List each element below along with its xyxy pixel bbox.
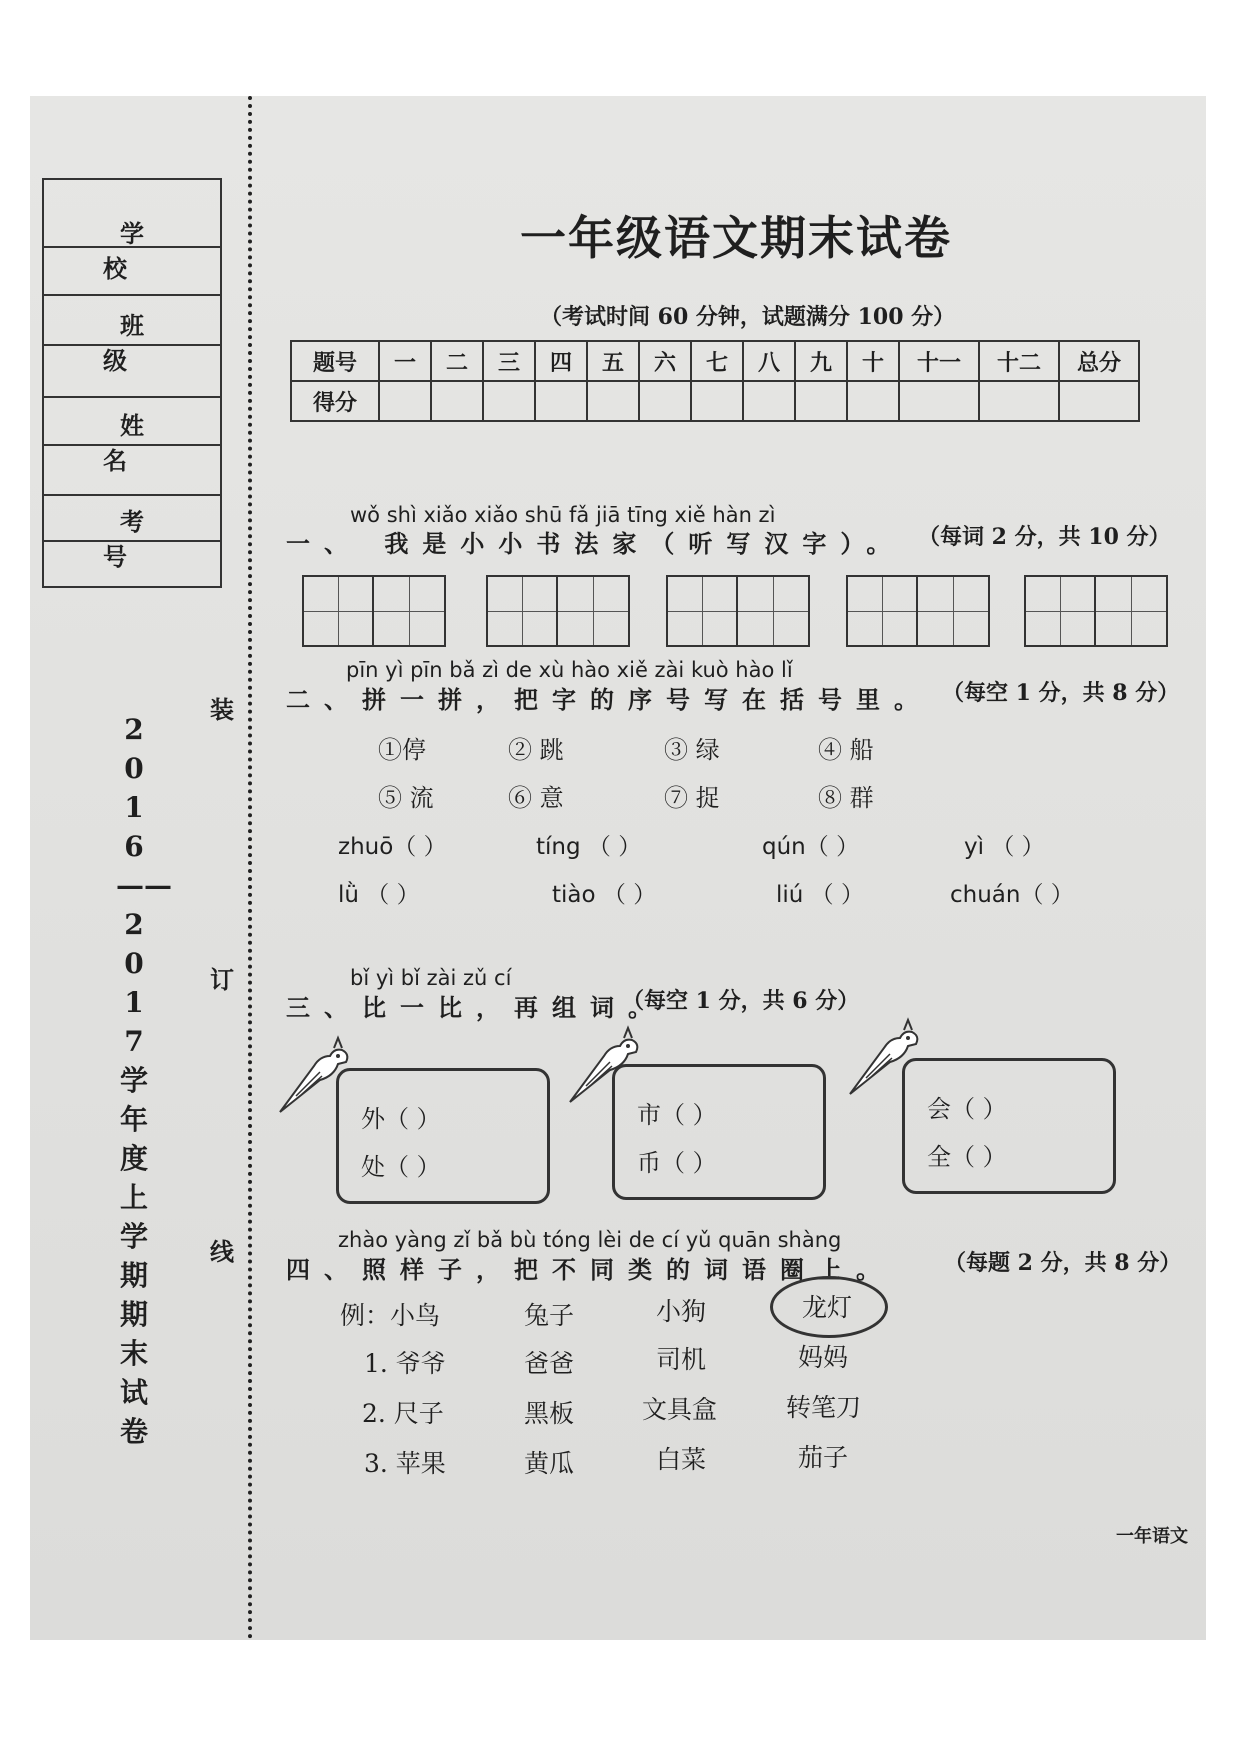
grid-cell[interactable] [918,577,988,645]
score-cell[interactable] [899,381,979,421]
score-cell[interactable] [743,381,795,421]
q2-blank[interactable]: chuán（ ） [950,882,1074,908]
score-header-cell: 总分 [1059,341,1139,381]
margin-char-xian: 线 [210,1237,234,1266]
q4-score-note: （每题 2 分，共 8 分） [944,1250,1182,1276]
field-class: 班 级 [103,311,178,375]
q2-option: ② 跳 [508,736,564,764]
q3-score-note: （每空 1 分，共 6 分） [622,988,860,1014]
q2-pinyin: pīn yì pīn bǎ zì de xù hào xiě zài kuò hào lǐ [346,658,793,682]
q2-blank[interactable]: tiào （ ） [552,882,657,908]
q4-word[interactable]: 茄子 [798,1443,849,1472]
score-cell[interactable] [483,381,535,421]
grid-cell[interactable] [304,577,374,645]
q1-pinyin: wǒ shì xiǎo xiǎo shū fǎ jiā tīng xiě hàn zì [350,503,776,527]
divider [44,246,220,248]
binding-dotted-line [248,96,252,1640]
margin-char-zhuang: 装 [210,695,234,724]
q2-blank[interactable]: yì （ ） [964,834,1045,860]
q2-option: ⑦ 捉 [664,784,720,812]
q4-word[interactable]: 1. 爷爷 [364,1349,446,1378]
compare-item[interactable]: 币（ ） [637,1149,717,1177]
writing-grid-1[interactable] [302,575,446,647]
q2-option: ④ 船 [818,736,874,764]
q2-heading: 二、拼一拼，把字的序号写在括号里。 [286,685,932,714]
q1-score-note: （每词 2 分，共 10 分） [918,524,1171,550]
q2-blank[interactable]: lǜ （ ） [338,882,420,908]
q2-blank[interactable]: tíng （ ） [536,834,642,860]
q4-word[interactable]: 转笔刀 [786,1393,862,1422]
score-header-cell: 十 [847,341,899,381]
q4-word[interactable]: 小狗 [656,1297,707,1326]
field-exam-number: 考 号 [103,507,178,571]
score-header-cell: 九 [795,341,847,381]
score-cell[interactable] [691,381,743,421]
q4-word: 例：小鸟 [340,1301,441,1330]
q2-option: ⑥ 意 [508,784,564,812]
divider [44,396,220,398]
q4-pinyin: zhào yàng zǐ bǎ bù tóng lèi de cí yǔ quān shàng [338,1228,842,1252]
compare-item[interactable]: 会（ ） [927,1095,1007,1123]
grid-cell[interactable] [558,577,628,645]
score-header-cell: 五 [587,341,639,381]
score-header-cell: 七 [691,341,743,381]
score-cell[interactable] [587,381,639,421]
divider [44,494,220,496]
grid-cell[interactable] [1096,577,1166,645]
score-header-cell: 三 [483,341,535,381]
score-header-cell: 八 [743,341,795,381]
q4-word[interactable]: 司机 [656,1345,707,1374]
score-table-score-row [291,381,1139,421]
vertical-year-title: 2016——2017学年度上学期期末试卷 [116,713,172,1448]
score-table [290,340,1140,422]
margin-char-ding: 订 [210,965,234,994]
q3-pinyin: bǐ yì bǐ zài zǔ cí [350,966,512,990]
score-cell[interactable] [795,381,847,421]
q2-option: ⑧ 群 [818,784,874,812]
q4-word[interactable]: 白菜 [656,1445,707,1474]
score-cell[interactable] [1059,381,1139,421]
score-table-header-row [291,341,1139,381]
q4-word[interactable]: 3. 苹果 [364,1449,446,1478]
score-header-cell: 一 [379,341,431,381]
grid-cell[interactable] [848,577,918,645]
q4-word[interactable]: 黄瓜 [524,1449,575,1478]
q2-option: ①停 [378,736,426,764]
writing-grid-4[interactable] [846,575,990,647]
compare-box-3 [902,1058,1116,1194]
score-cell[interactable] [639,381,691,421]
divider [44,294,220,296]
q2-score-note: （每空 1 分，共 8 分） [942,680,1180,706]
q2-option: ③ 绿 [664,736,720,764]
score-header-cell: 六 [639,341,691,381]
compare-item[interactable]: 处（ ） [361,1153,441,1181]
divider [44,540,220,542]
student-info-box [42,178,222,588]
score-cell[interactable] [847,381,899,421]
q4-word[interactable]: 2. 尺子 [362,1399,444,1428]
score-cell[interactable] [379,381,431,421]
score-row-label: 得分 [291,381,379,421]
score-cell[interactable] [535,381,587,421]
grid-cell[interactable] [738,577,808,645]
grid-cell[interactable] [488,577,558,645]
exam-subtitle: （考试时间 60 分钟，试题满分 100 分） [540,304,956,330]
q2-blank[interactable]: liú （ ） [776,882,864,908]
q4-word[interactable]: 爸爸 [524,1349,575,1378]
q4-word[interactable]: 黑板 [524,1399,575,1428]
score-cell[interactable] [979,381,1059,421]
compare-item[interactable]: 市（ ） [637,1101,717,1129]
score-cell[interactable] [431,381,483,421]
score-header-cell: 题号 [291,341,379,381]
q4-word[interactable]: 龙灯 [802,1293,853,1322]
q3-heading: 三、比一比，再组词。 [286,993,666,1022]
q4-word[interactable]: 兔子 [524,1301,575,1330]
divider [44,344,220,346]
page-title: 一年级语文期末试卷 [520,211,952,265]
compare-box-2 [612,1064,826,1200]
score-header-cell: 四 [535,341,587,381]
field-school: 学 校 [103,219,178,283]
q2-blank[interactable]: qún（ ） [762,834,860,860]
grid-cell[interactable] [374,577,444,645]
writing-grid-2[interactable] [486,575,630,647]
q2-option: ⑤ 流 [378,784,434,812]
divider [44,444,220,446]
field-name: 姓 名 [103,411,178,475]
score-header-cell: 十一 [899,341,979,381]
writing-grid-5[interactable] [1024,575,1168,647]
q2-blank[interactable]: zhuō（ ） [338,834,447,860]
compare-item[interactable]: 全（ ） [927,1143,1007,1171]
q1-heading: 一、 我是小小书法家（听写汉字）。 [286,529,905,558]
q4-word[interactable]: 文具盒 [642,1395,718,1424]
q4-heading: 四、照样子，把不同类的词语圈上。 [286,1255,894,1284]
writing-grid-3[interactable] [666,575,810,647]
grid-cell[interactable] [668,577,738,645]
score-header-cell: 二 [431,341,483,381]
score-header-cell: 十二 [979,341,1059,381]
compare-item[interactable]: 外（ ） [361,1105,441,1133]
grid-cell[interactable] [1026,577,1096,645]
compare-box-1 [336,1068,550,1204]
q4-word[interactable]: 妈妈 [798,1343,849,1372]
page-corner-label: 一年语文 [1116,1526,1188,1547]
